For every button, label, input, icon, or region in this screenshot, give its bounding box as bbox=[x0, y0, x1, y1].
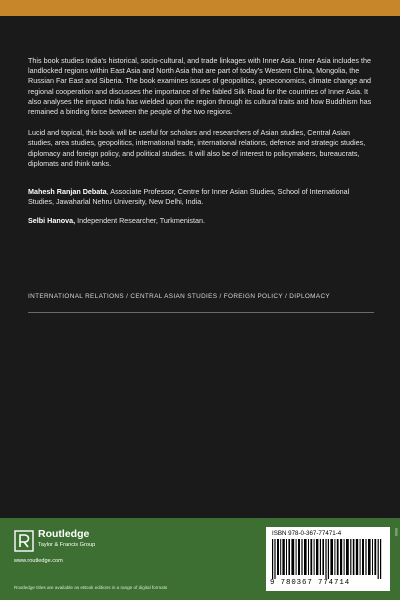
author-name: Mahesh Ranjan Debata bbox=[28, 187, 107, 197]
subject-categories: INTERNATIONAL RELATIONS / CENTRAL ASIAN STUDIES / FOREIGN POLICY / DIPLOMACY bbox=[28, 293, 331, 300]
divider bbox=[28, 312, 374, 313]
ebook-note: Routledge titles are available as eBook editions in a range of digital formats bbox=[14, 585, 168, 590]
description-paragraph-1: This book studies India's historical, socio-cultural, and trade linkages with Inner Asia. Inner Asia includes the landlocked regions within East Asia and North Asia that are part of today's Western China, Mongolia, the Russian Far East and Siberia. The book examines issues of geopolitics, geoeconomics, climate change and regional cooperation and discusses the importance of the fabled Silk Road for the countries of Inner Asia. It also analyses the impact India has wielded upon the region through its cultural traits and how Buddhism has remained a binding force between the people of the two regions. bbox=[28, 56, 372, 117]
author-affiliation: , Associate Professor, Centre for Inner Asian Studies, School of International Studies, Jawaharlal Nehru University, New Delhi, India. bbox=[28, 187, 350, 207]
barcode-digits: 9 780367 774714 bbox=[270, 579, 351, 587]
author-bio bbox=[28, 216, 374, 226]
barcode-side-code: 9000 bbox=[394, 528, 398, 536]
author-name: Selbi Hanova, bbox=[28, 216, 76, 226]
description-paragraph-2: Lucid and topical, this book will be useful for scholars and researchers of Asian studies, Central Asian studies, area studies, geopolitics, international trade, international relations, defence and strategic studies, diplomacy and foreign policy, and political studies. It will also be of interest to policymakers, bureaucrats, diplomats and think tanks. bbox=[28, 128, 366, 168]
barcode-icon bbox=[272, 539, 384, 579]
publisher-group: Taylor & Francis Group bbox=[38, 542, 96, 548]
isbn-barcode bbox=[266, 527, 390, 591]
publisher-url[interactable]: www.routledge.com bbox=[14, 558, 63, 564]
author-affiliation: Independent Researcher, Turkmenistan. bbox=[75, 216, 205, 226]
back-cover-text bbox=[28, 56, 374, 236]
author-bios bbox=[28, 187, 374, 227]
publisher-footer bbox=[0, 518, 400, 600]
routledge-logo-icon bbox=[14, 530, 34, 552]
isbn-label: ISBN 978-0-367-77471-4 bbox=[272, 530, 342, 537]
author-bio bbox=[28, 187, 374, 207]
top-color-band bbox=[0, 0, 400, 16]
publisher-name: Routledge bbox=[38, 528, 90, 540]
